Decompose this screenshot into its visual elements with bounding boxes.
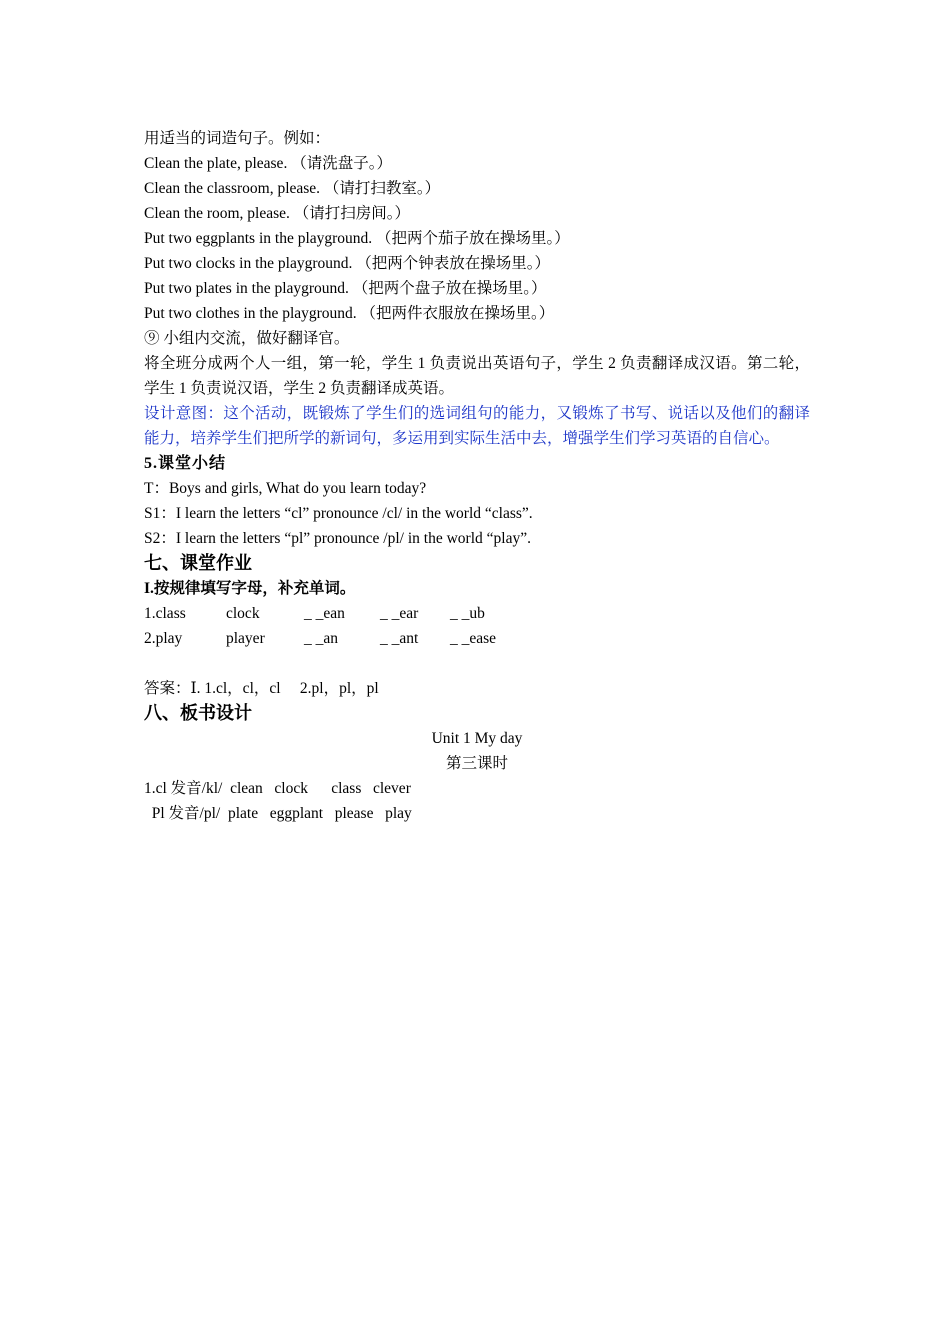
example-sentence: Clean the plate, please. （请洗盘子。） (144, 155, 392, 172)
dialogue-student-one: S1：I learn the letters “cl” pronounce /cl/ in the world “class”. (144, 505, 533, 522)
section-seven-title: 七、课堂作业 (144, 553, 252, 573)
answer-key: 答案：Ⅰ. 1.cl，cl，cl 2.pl，pl，pl (144, 680, 379, 697)
homework-cell: 1.class (144, 605, 186, 622)
homework-blank: _ _an (304, 630, 339, 647)
homework-cell: 2.play (144, 630, 183, 647)
homework-blank: _ _ease (450, 630, 497, 647)
homework-blank: _ _ant (380, 630, 419, 647)
spacer (144, 651, 810, 676)
homework-row-two (144, 626, 810, 651)
example-sentence: Put two clocks in the playground. （把两个钟表放在操场里。） (144, 255, 550, 272)
board-subtitle: 第三课时 (445, 755, 508, 772)
dialogue-teacher: T：Boys and girls, What do you learn today? (144, 480, 427, 497)
step-nine-heading: ⑨ 小组内交流，做好翻译官。 (144, 330, 350, 347)
document-page (144, 126, 810, 826)
section-eight-title: 八、板书设计 (144, 703, 252, 723)
example-sentence: Put two eggplants in the playground. （把两个茄子放在操场里。） (144, 230, 570, 247)
instruction-text: 用适当的词造句子。例如： (144, 130, 331, 147)
example-sentence: Put two plates in the playground. （把两个盘子放在操场里。） (144, 280, 547, 297)
board-line-pl: Pl 发音/pl/ plate eggplant please play (144, 805, 412, 822)
board-title: Unit 1 My day (431, 730, 523, 747)
homework-blank: _ _ean (304, 605, 345, 622)
example-sentence: Clean the classroom, please. （请打扫教室。） (144, 180, 441, 197)
example-sentence: Clean the room, please. （请打扫房间。） (144, 205, 411, 222)
homework-cell: clock (226, 605, 260, 622)
homework-row-one (144, 601, 810, 626)
example-sentence: Put two clothes in the playground. （把两件衣服放在操场里。） (144, 305, 555, 322)
homework-cell: player (226, 630, 265, 647)
board-line-cl: 1.cl 发音/kl/ clean clock class clever (144, 780, 411, 797)
design-intent-paragraph: 设计意图：这个活动，既锻炼了学生们的选词组句的能力，又锻炼了书写、说话以及他们的翻译能力，培养学生们把所学的新词句，多运用到实际生活中去，增强学生们学习英语的自信心。 (144, 405, 810, 447)
homework-blank: _ _ear (380, 605, 419, 622)
dialogue-student-two: S2：I learn the letters “pl” pronounce /pl/ in the world “play”. (144, 530, 531, 547)
section-five-title: 5.课堂小结 (144, 455, 227, 472)
homework-blank: _ _ub (450, 605, 485, 622)
homework-instruction: I.按规律填写字母，补充单词。 (144, 580, 356, 597)
step-nine-description: 将全班分成两个人一组，第一轮，学生 1 负责说出英语句子，学生 2 负责翻译成汉语。第二轮，学生 1 负责说汉语，学生 2 负责翻译成英语。 (144, 355, 810, 397)
